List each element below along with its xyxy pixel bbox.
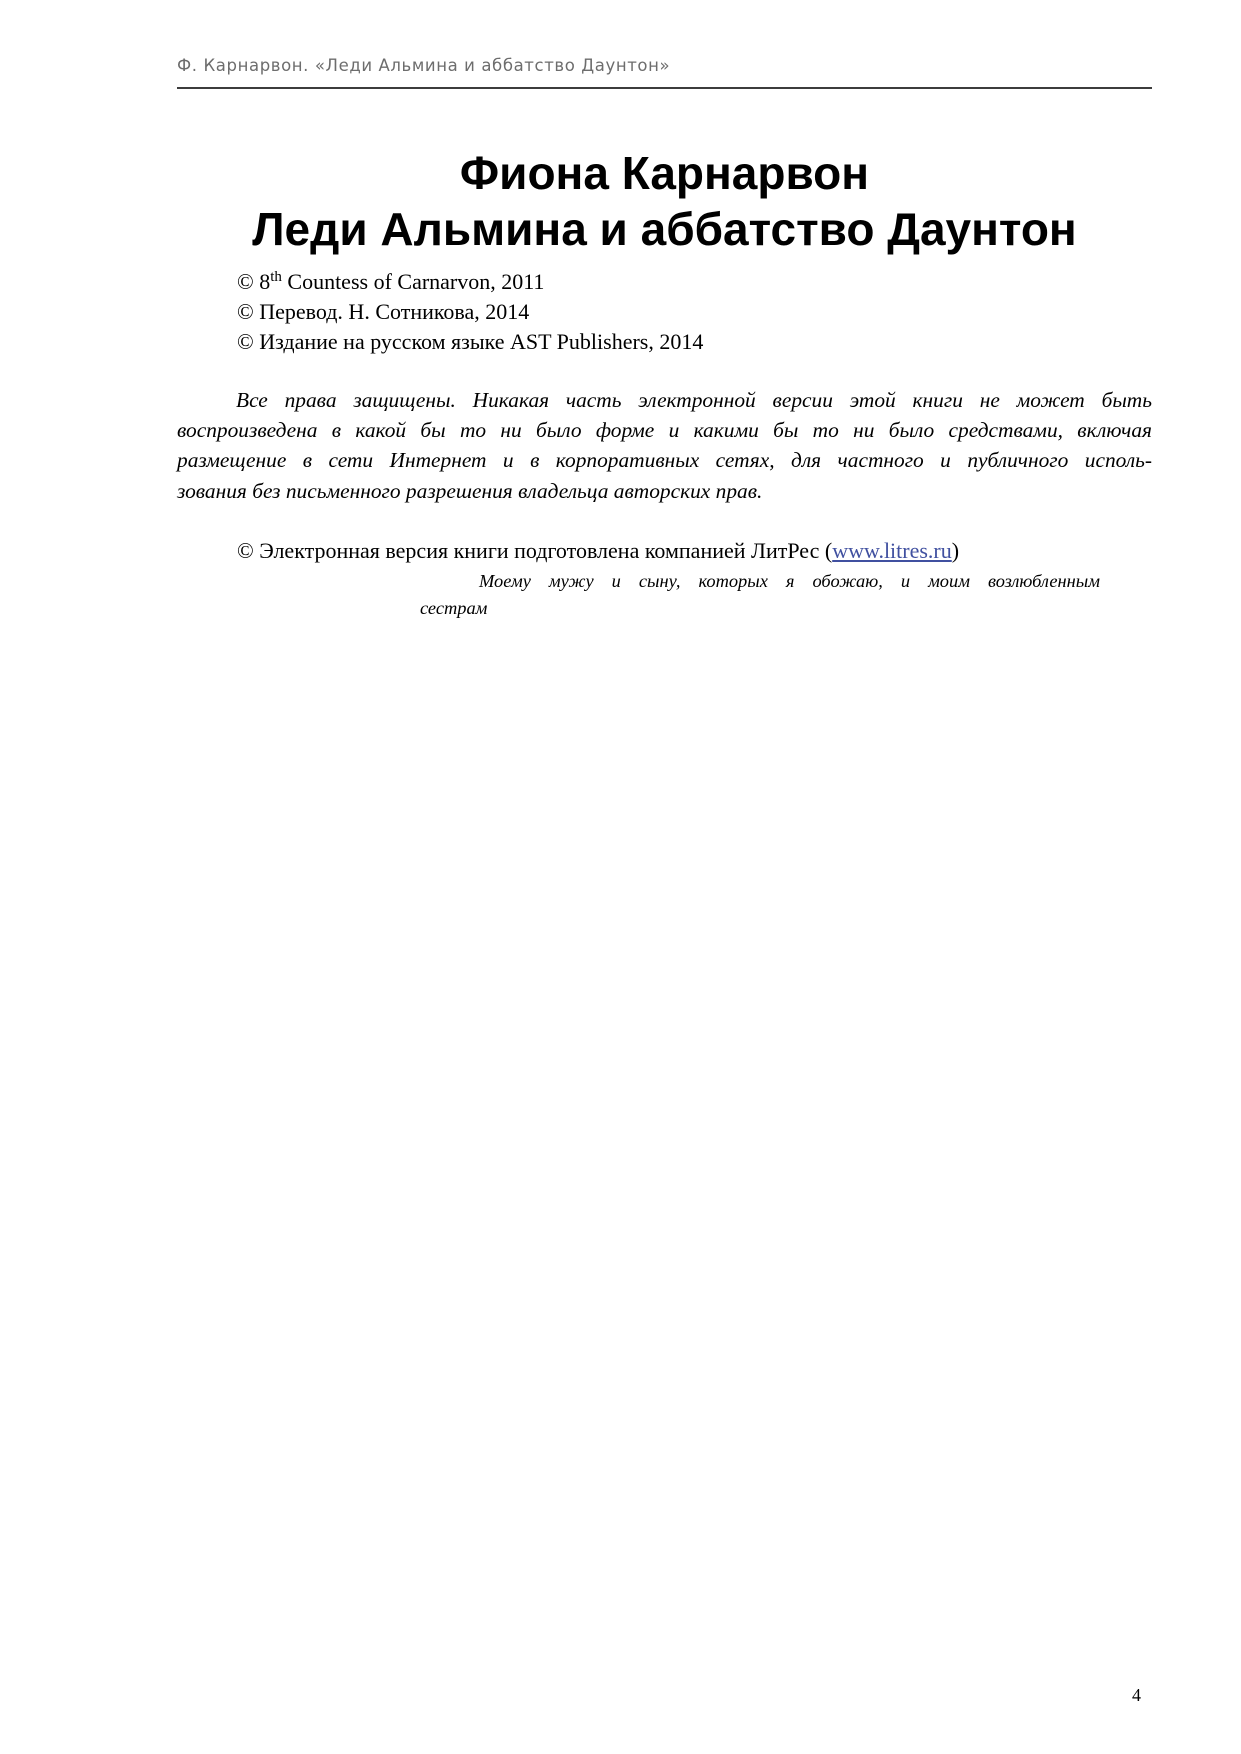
rights-notice xyxy=(177,385,1152,506)
copyright-original-prefix: © 8 xyxy=(237,269,271,294)
copyright-original-holder: Countess of Carnarvon, 2011 xyxy=(281,269,545,294)
copyright-block xyxy=(237,267,703,357)
copyright-original-ordinal: th xyxy=(270,268,282,285)
copyright-edition: © Издание на русском языке AST Publishers, 2014 xyxy=(237,329,704,354)
author-title: Фиона Карнарвон xyxy=(459,147,870,199)
page-number: 4 xyxy=(1132,1685,1141,1705)
rights-notice-line: воспроизведена в какой бы то ни было форме и какими бы то ни было средствами, включая xyxy=(177,418,1152,443)
ebook-credit-close: ) xyxy=(951,538,960,563)
copyright-original xyxy=(237,267,703,297)
book-title: Леди Альмина и аббатство Даунтон xyxy=(252,203,1077,255)
rights-notice-line: зования без письменного разрешения владельца авторских прав. xyxy=(177,478,763,503)
rights-notice-line: Все права защищены. Никакая часть электронной версии этой книги не может быть xyxy=(236,388,1152,412)
copyright-translation: © Перевод. Н. Сотникова, 2014 xyxy=(237,299,530,324)
dedication-line: сестрам xyxy=(420,598,488,618)
running-header: Ф. Карнарвон. «Леди Альмина и аббатство Даунтон» xyxy=(177,56,671,75)
litres-link[interactable]: www.litres.ru xyxy=(832,538,952,563)
rights-notice-line: размещение в сети Интернет и в корпоративных сетях, для частного и публичного исполь- xyxy=(177,448,1152,473)
dedication xyxy=(420,568,1100,622)
header-divider xyxy=(177,87,1152,89)
dedication-line: Моему мужу и сыну, которых я обожаю, и моим возлюбленным xyxy=(479,571,1100,591)
ebook-credit xyxy=(237,536,959,566)
ebook-credit-text: © Электронная версия книги подготовлена компанией ЛитРес ( xyxy=(237,538,833,563)
